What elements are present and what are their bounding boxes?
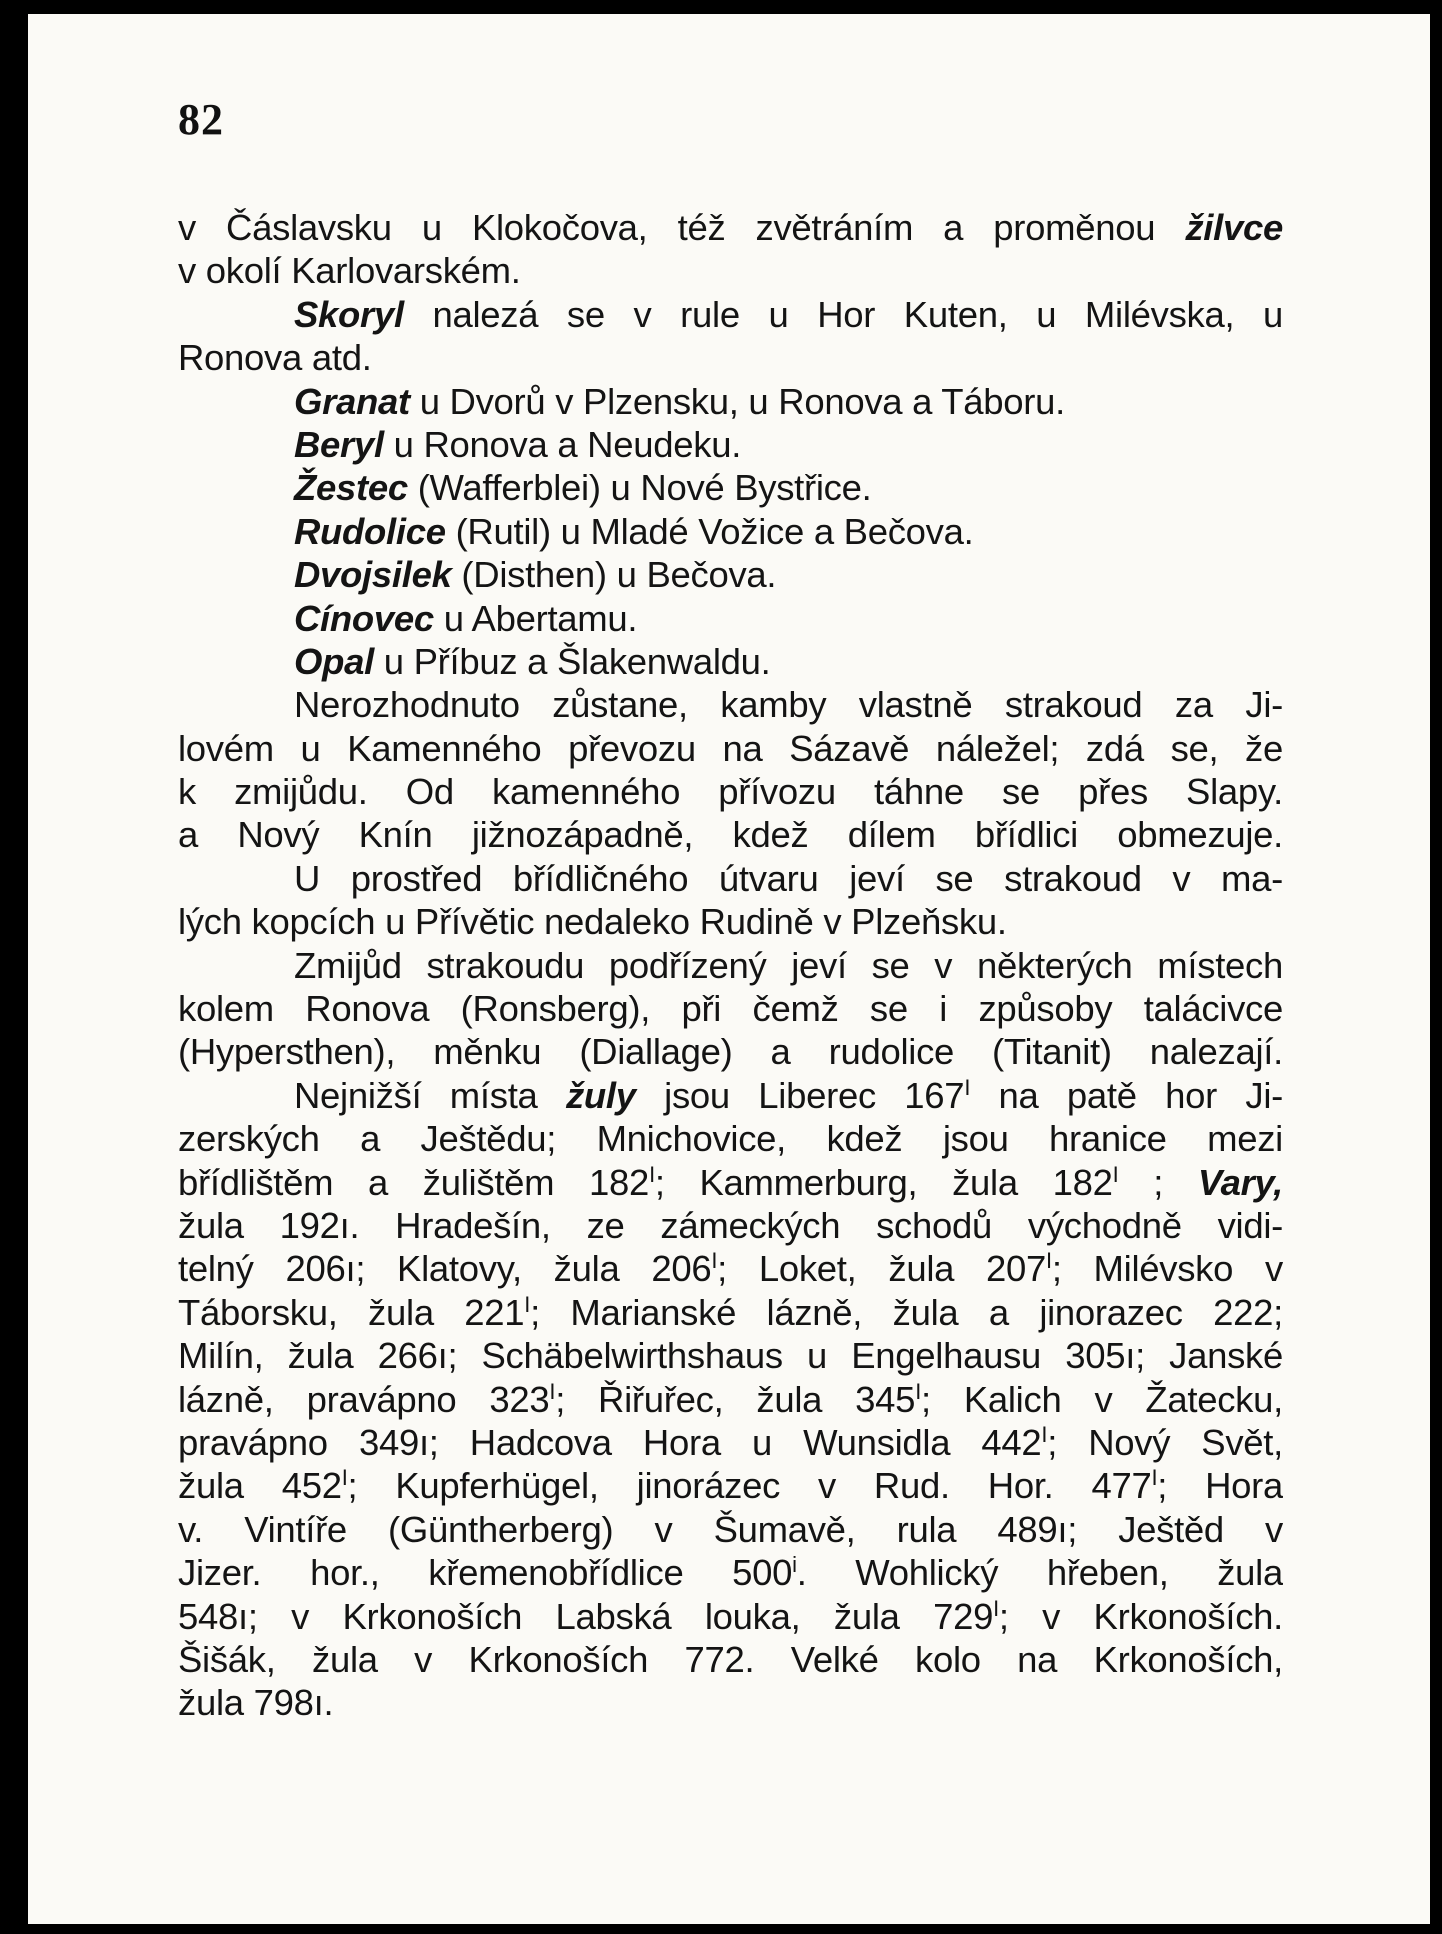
text-run: nalezá se v rule u Hor Kuten, u Milévska, u xyxy=(403,293,1283,335)
text-run: břídlištěm a žulištěm 182 xyxy=(178,1161,650,1203)
text-run: u Dvorů v Plzensku, u Ronova a Táboru. xyxy=(409,380,1065,422)
text-line xyxy=(178,640,1283,683)
text-run: v Čáslavsku u Klokočova, též zvětráním a proměnou xyxy=(178,207,1186,248)
text-line xyxy=(178,683,1283,726)
text-line xyxy=(178,900,1283,943)
body-text xyxy=(178,206,1283,1725)
text-line xyxy=(178,1247,1283,1290)
mineral-term: Skoryl xyxy=(294,293,404,335)
mineral-term: Beryl xyxy=(294,423,384,465)
text-line xyxy=(178,987,1283,1030)
superscript: I xyxy=(993,1595,999,1621)
text-line xyxy=(178,1074,1283,1117)
text-run: ; Milévsko v xyxy=(1051,1248,1283,1290)
text-run: U prostřed břídličného útvaru jeví se strakoud v ma- xyxy=(294,857,1283,899)
superscript: I xyxy=(341,1465,348,1491)
text-line xyxy=(178,1204,1283,1247)
mineral-term: žilvce xyxy=(1185,207,1283,248)
text-run: u Příbuz a Šlakenwaldu. xyxy=(373,640,771,682)
superscript: I xyxy=(549,1378,556,1404)
text-run: lých kopcích u Přívětic nedaleko Rudině v Plzeňsku. xyxy=(178,901,1007,943)
text-run: (Hypersthen), měnku (Diallage) a rudolice (Titanit) nalezají. xyxy=(178,1031,1283,1073)
book-page xyxy=(28,14,1430,1924)
text-line xyxy=(178,857,1283,900)
page-number: 82 xyxy=(178,95,224,144)
text-line xyxy=(178,597,1283,640)
text-run: ; Řiřuřec, žula 345 xyxy=(555,1378,916,1420)
text-run: ; Kalich v Žatecku, xyxy=(920,1378,1283,1420)
text-run: Nerozhodnuto zůstane, kamby vlastně strakoud za Ji- xyxy=(294,684,1283,726)
text-line xyxy=(178,1334,1283,1377)
mineral-term: Vary, xyxy=(1197,1161,1283,1203)
superscript: I xyxy=(964,1074,971,1100)
text-line xyxy=(178,944,1283,987)
text-run: v okolí Karlovarském. xyxy=(178,250,521,292)
mineral-term: Dvojsilek xyxy=(294,554,452,596)
mineral-term: Granat xyxy=(294,380,410,422)
text-run: (Disthen) u Bečova. xyxy=(451,554,777,596)
text-line xyxy=(178,249,1283,292)
text-line xyxy=(178,423,1283,466)
text-run: na patě hor Ji- xyxy=(970,1074,1283,1116)
superscript: I xyxy=(711,1248,718,1274)
text-run: kolem Ronova (Ronsberg), při čemž se i způsoby talácivce xyxy=(178,988,1283,1030)
text-run: zerských a Ještědu; Mnichovice, kdež jsou hranice mezi xyxy=(178,1118,1283,1160)
superscript: I xyxy=(1151,1465,1158,1491)
text-run: lázně, pravápno 323 xyxy=(178,1378,550,1420)
text-line xyxy=(178,553,1283,596)
text-line xyxy=(178,1421,1283,1464)
mineral-term: Cínovec xyxy=(294,597,434,639)
text-line xyxy=(178,1595,1283,1638)
text-run: žula 192ı. Hradešín, ze zámeckých schodů východně vidi- xyxy=(178,1204,1283,1246)
text-run: Ronova atd. xyxy=(178,337,372,379)
text-line xyxy=(178,206,1283,249)
superscript: I xyxy=(1112,1161,1119,1187)
text-run: žula 452 xyxy=(178,1465,342,1507)
text-run: (Rutil) u Mladé Vožice a Bečova. xyxy=(445,510,974,552)
text-run: ; Nový Svět, xyxy=(1047,1421,1283,1463)
text-run: Zmijůd strakoudu podřízený jeví se v některých místech xyxy=(294,944,1283,986)
text-run: Jizer. hor., křemenobřídlice 500 xyxy=(178,1552,793,1594)
text-line xyxy=(178,1681,1283,1724)
text-run: v. Vintíře (Güntherberg) v Šumavě, rula 489ı; Ještěd v xyxy=(178,1508,1283,1550)
superscript: I xyxy=(915,1378,921,1404)
text-run: a Nový Knín jižnozápadně, kdež dílem břídlici obmezuje. xyxy=(178,814,1283,856)
text-line xyxy=(178,380,1283,423)
text-run: ; Loket, žula 207 xyxy=(717,1248,1047,1290)
text-line xyxy=(178,770,1283,813)
text-run: ; v Krkonoších. xyxy=(998,1595,1283,1637)
text-run: pravápno 349ı; Hadcova Hora u Wunsidla 442 xyxy=(178,1421,1042,1463)
text-line xyxy=(178,1117,1283,1160)
text-line xyxy=(178,510,1283,553)
text-run: (Wafferblei) u Nové Bystřice. xyxy=(407,467,872,509)
text-run: ; Hora xyxy=(1157,1465,1283,1507)
text-line xyxy=(178,1638,1283,1681)
text-line xyxy=(178,336,1283,379)
mineral-term: žuly xyxy=(565,1074,636,1116)
text-line xyxy=(178,1378,1283,1421)
text-line xyxy=(178,1464,1283,1507)
text-run: ; Kammerburg, žula 182 xyxy=(654,1161,1113,1203)
text-run: ; Marianské lázně, žula a jinorazec 222; xyxy=(530,1291,1283,1333)
text-run: Nejnižší místa xyxy=(294,1074,566,1116)
superscript: I xyxy=(524,1291,531,1317)
text-run: jsou Liberec 167 xyxy=(635,1074,965,1116)
superscript: I xyxy=(649,1161,655,1187)
text-run: žula 798ı. xyxy=(178,1682,334,1724)
text-run: Šišák, žula v Krkonoších 772. Velké kolo na Krkonoších, xyxy=(178,1638,1283,1680)
text-run: 548ı; v Krkonoších Labská louka, žula 729 xyxy=(178,1595,994,1637)
mineral-term: Opal xyxy=(294,640,374,682)
mineral-term: Žestec xyxy=(294,467,408,509)
superscript: I xyxy=(1046,1248,1052,1274)
text-run: u Abertamu. xyxy=(433,597,638,639)
text-line xyxy=(178,727,1283,770)
superscript: I xyxy=(1041,1421,1048,1447)
text-run: . Wohlický hřeben, žula xyxy=(796,1552,1283,1594)
text-line xyxy=(178,1508,1283,1551)
text-line xyxy=(178,293,1283,336)
text-run: Milín, žula 266ı; Schäbelwirthshaus u Engelhausu 305ı; Janské xyxy=(178,1335,1283,1377)
text-run: telný 206ı; Klatovy, žula 206 xyxy=(178,1248,712,1290)
text-line xyxy=(178,1551,1283,1594)
text-line xyxy=(178,1030,1283,1073)
text-line xyxy=(178,1291,1283,1334)
text-run: ; Kupferhügel, jinorázec v Rud. Hor. 477 xyxy=(347,1465,1152,1507)
text-line xyxy=(178,1161,1283,1204)
mineral-term: Rudolice xyxy=(294,510,446,552)
text-line xyxy=(178,813,1283,856)
text-run: Táborsku, žula 221 xyxy=(178,1291,525,1333)
text-line xyxy=(178,466,1283,509)
text-run: u Ronova a Neudeku. xyxy=(383,423,742,465)
text-run: ; xyxy=(1118,1161,1198,1203)
text-run: k zmijůdu. Od kamenného přívozu táhne se přes Slapy. xyxy=(178,771,1283,813)
text-run: lovém u Kamenného převozu na Sázavě náležel; zdá se, že xyxy=(178,727,1283,769)
superscript: i xyxy=(792,1551,797,1577)
